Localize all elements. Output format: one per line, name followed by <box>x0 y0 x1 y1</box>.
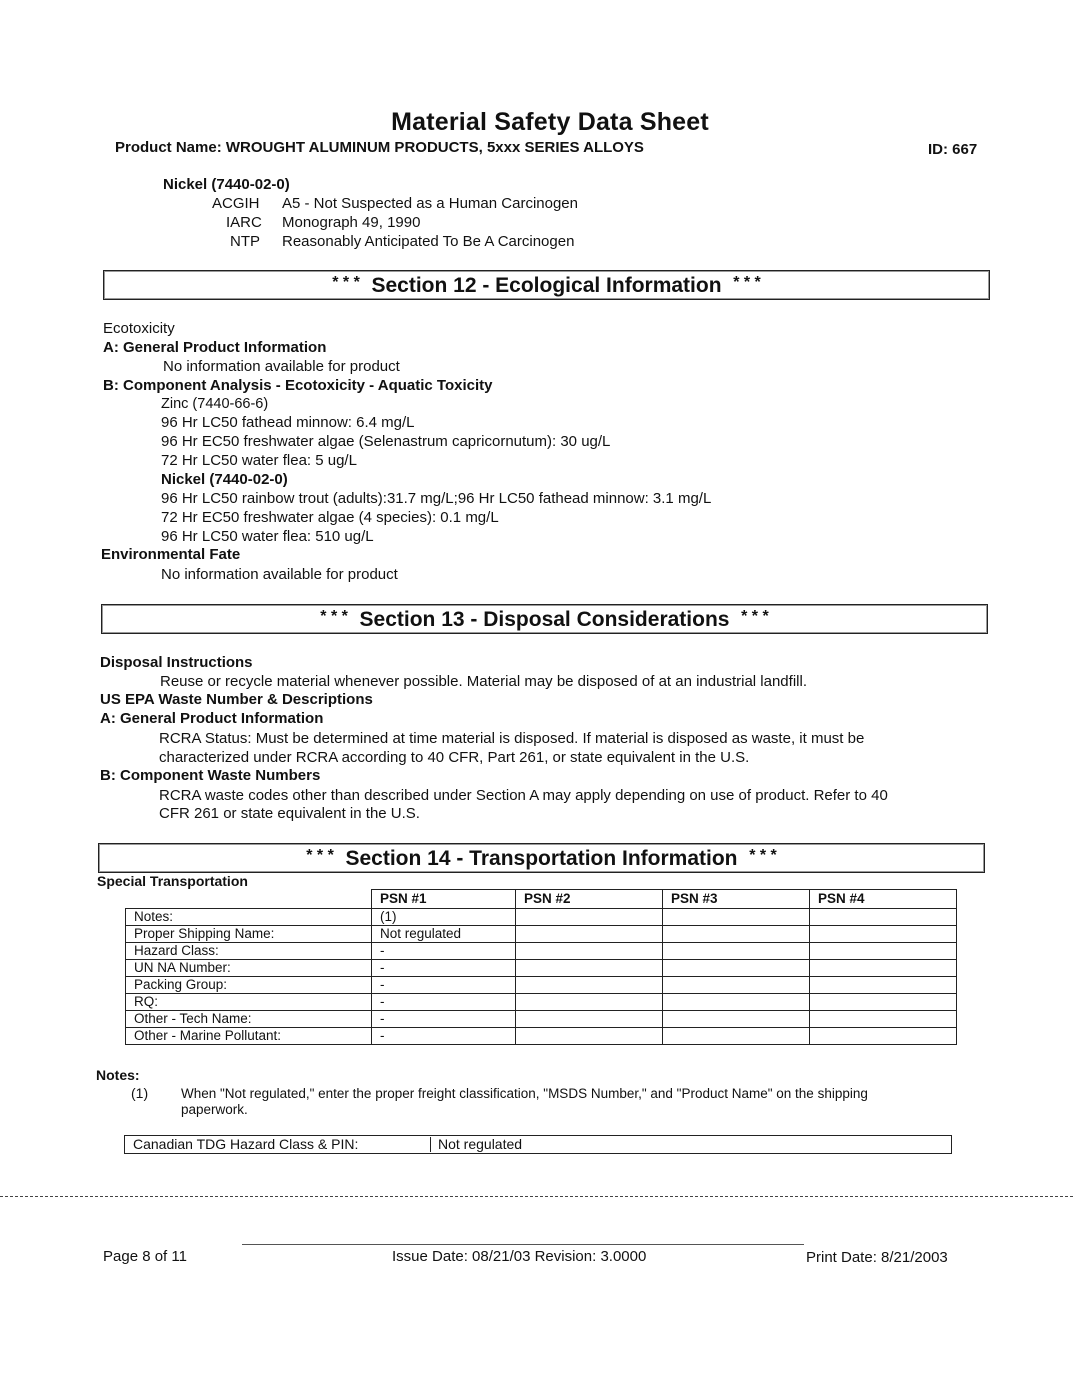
table-cell <box>516 943 663 960</box>
table-header-cell <box>126 890 372 909</box>
table-cell <box>663 1011 810 1028</box>
print-date: Print Date: 8/21/2003 <box>806 1249 948 1266</box>
table-row <box>126 1011 957 1028</box>
table-header-cell: PSN #4 <box>810 890 957 909</box>
table-cell <box>810 943 957 960</box>
page-number: Page 8 of 11 <box>103 1248 187 1265</box>
component-waste-heading: B: Component Waste Numbers <box>100 767 321 784</box>
component-name: Zinc (7440-66-6) <box>161 396 269 412</box>
environmental-fate-heading: Environmental Fate <box>101 546 241 563</box>
canadian-tdg-row <box>124 1135 952 1154</box>
stars-decoration: * * * <box>332 274 360 291</box>
table-cell <box>810 926 957 943</box>
carcinogen-value: Monograph 49, 1990 <box>282 214 421 231</box>
rcra-status-text: characterized under RCRA according to 40 CFR, Part 261, or state equivalent in the U.S. <box>159 749 750 766</box>
carcinogen-agency: NTP <box>230 233 260 250</box>
table-cell: Hazard Class: <box>126 943 372 960</box>
table-cell <box>663 977 810 994</box>
table-row <box>126 909 957 926</box>
disposal-instructions-text: Reuse or recycle material whenever possible. Material may be disposed of at an industrial landfill. <box>160 673 807 690</box>
canadian-tdg-value: Not regulated <box>438 1136 523 1152</box>
section-12-banner <box>103 270 990 300</box>
table-cell <box>663 1028 810 1045</box>
note-number: (1) <box>131 1085 149 1101</box>
stars-decoration: * * * <box>306 847 334 864</box>
table-cell: UN NA Number: <box>126 960 372 977</box>
section-12-title: Section 12 - Ecological Information <box>371 274 722 297</box>
disposal-instructions-heading: Disposal Instructions <box>100 654 253 671</box>
special-transportation-heading: Special Transportation <box>97 873 248 889</box>
page-separator <box>0 1196 1073 1197</box>
carcinogen-component: Nickel (7440-02-0) <box>163 176 290 193</box>
note-text: paperwork. <box>181 1102 248 1117</box>
document-title: Material Safety Data Sheet <box>391 108 709 136</box>
ecotox-line: 96 Hr EC50 freshwater algae (Selenastrum capricornutum): 30 ug/L <box>161 433 611 450</box>
table-cell: - <box>372 960 516 977</box>
canadian-tdg-label: Canadian TDG Hazard Class & PIN: <box>133 1136 359 1152</box>
table-cell <box>663 994 810 1011</box>
table-cell <box>810 1011 957 1028</box>
carcinogen-agency: ACGIH <box>212 195 260 212</box>
rcra-codes-text: CFR 261 or state equivalent in the U.S. <box>159 805 420 822</box>
general-product-info-text: No information available for product <box>163 358 400 375</box>
carcinogen-agency: IARC <box>226 214 262 231</box>
stars-decoration: * * * <box>320 608 348 625</box>
rcra-status-text: RCRA Status: Must be determined at time material is disposed. If material is disposed as waste, it must be <box>159 730 865 747</box>
table-cell <box>516 977 663 994</box>
table-cell: - <box>372 943 516 960</box>
table-row <box>126 977 957 994</box>
ecotox-line: 96 Hr LC50 water flea: 510 ug/L <box>161 528 374 545</box>
epa-waste-heading: US EPA Waste Number & Descriptions <box>100 691 373 708</box>
footer-rule <box>242 1244 804 1245</box>
component-analysis-heading: B: Component Analysis - Ecotoxicity - Aquatic Toxicity <box>103 377 493 394</box>
stars-decoration: * * * <box>749 847 777 864</box>
table-cell <box>516 926 663 943</box>
ecotox-line: 72 Hr LC50 water flea: 5 ug/L <box>161 452 357 469</box>
table-cell: Other - Tech Name: <box>126 1011 372 1028</box>
general-product-info-heading: A: General Product Information <box>100 710 324 727</box>
ecotoxicity-heading: Ecotoxicity <box>103 320 175 337</box>
notes-heading: Notes: <box>96 1067 140 1083</box>
ecotox-line: 96 Hr LC50 rainbow trout (adults):31.7 mg/L;96 Hr LC50 fathead minnow: 3.1 mg/L <box>161 490 712 507</box>
table-cell <box>810 1028 957 1045</box>
table-cell <box>663 943 810 960</box>
table-cell: - <box>372 1028 516 1045</box>
table-cell <box>663 926 810 943</box>
table-row <box>126 943 957 960</box>
table-cell: Not regulated <box>372 926 516 943</box>
note-text: When "Not regulated," enter the proper freight classification, "MSDS Number," and "Product Name" on the shipping <box>181 1086 868 1101</box>
table-header-cell: PSN #3 <box>663 890 810 909</box>
rcra-codes-text: RCRA waste codes other than described under Section A may apply depending on use of product. Refer to 40 <box>159 787 888 804</box>
environmental-fate-text: No information available for product <box>161 566 398 583</box>
transportation-table <box>125 889 957 1045</box>
table-cell: - <box>372 977 516 994</box>
section-14-banner <box>98 843 985 873</box>
ecotox-line: 72 Hr EC50 freshwater algae (4 species): 0.1 mg/L <box>161 509 499 526</box>
carcinogen-value: A5 - Not Suspected as a Human Carcinogen <box>282 195 578 212</box>
table-cell <box>810 994 957 1011</box>
document-id: ID: 667 <box>928 141 978 158</box>
table-cell <box>810 977 957 994</box>
carcinogen-value: Reasonably Anticipated To Be A Carcinogen <box>282 233 575 250</box>
table-row <box>126 926 957 943</box>
component-name: Nickel (7440-02-0) <box>161 471 288 488</box>
table-cell <box>516 909 663 926</box>
table-cell: (1) <box>372 909 516 926</box>
stars-decoration: * * * <box>733 274 761 291</box>
table-cell: Notes: <box>126 909 372 926</box>
table-cell <box>810 909 957 926</box>
table-header-row <box>126 890 957 909</box>
table-cell <box>516 960 663 977</box>
issue-revision: Issue Date: 08/21/03 Revision: 3.0000 <box>392 1248 647 1265</box>
table-cell: Other - Marine Pollutant: <box>126 1028 372 1045</box>
table-row <box>126 994 957 1011</box>
table-cell: Proper Shipping Name: <box>126 926 372 943</box>
section-13-banner <box>101 604 988 634</box>
table-row <box>126 960 957 977</box>
table-cell: RQ: <box>126 994 372 1011</box>
table-cell <box>516 1011 663 1028</box>
table-cell: - <box>372 994 516 1011</box>
table-cell <box>516 994 663 1011</box>
general-product-info-heading: A: General Product Information <box>103 339 327 356</box>
section-14-title: Section 14 - Transportation Information <box>345 847 738 870</box>
table-cell <box>663 960 810 977</box>
section-13-title: Section 13 - Disposal Considerations <box>359 608 730 631</box>
table-row <box>126 1028 957 1045</box>
table-cell: - <box>372 1011 516 1028</box>
product-name: Product Name: WROUGHT ALUMINUM PRODUCTS, 5xxx SERIES ALLOYS <box>115 139 644 156</box>
cell-divider <box>430 1137 431 1152</box>
table-cell <box>810 960 957 977</box>
table-cell: Packing Group: <box>126 977 372 994</box>
table-cell <box>516 1028 663 1045</box>
table-header-cell: PSN #1 <box>372 890 516 909</box>
ecotox-line: 96 Hr LC50 fathead minnow: 6.4 mg/L <box>161 414 415 431</box>
stars-decoration: * * * <box>741 608 769 625</box>
table-header-cell: PSN #2 <box>516 890 663 909</box>
table-cell <box>663 909 810 926</box>
